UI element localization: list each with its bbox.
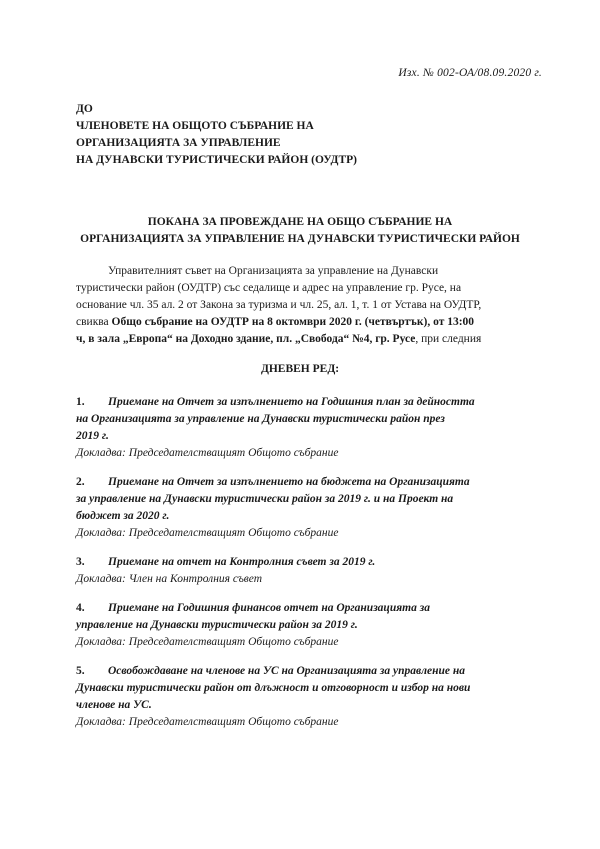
item-reporter: Докладва: Член на Контролния съвет — [76, 573, 263, 585]
intro-line — [76, 314, 536, 331]
document-title — [50, 214, 550, 248]
addressee-line: ДО — [76, 103, 93, 115]
item-text: Приемане на Отчет за изпълнението на бюджета на Организацията — [108, 476, 470, 488]
agenda-item — [76, 554, 536, 588]
item-line — [76, 600, 536, 617]
intro-line — [76, 331, 536, 348]
item-reporter: Докладва: Председателстващият Общото събрание — [76, 527, 339, 539]
agenda-item — [76, 394, 536, 462]
addressee-line: ОРГАНИЗАЦИЯТА ЗА УПРАВЛЕНИЕ — [76, 137, 281, 149]
agenda-item — [76, 663, 536, 731]
addressee-line: НА ДУНАВСКИ ТУРИСТИЧЕСКИ РАЙОН (ОУДТР) — [76, 154, 357, 166]
addressee-block — [76, 101, 357, 169]
item-line — [76, 394, 536, 411]
intro-text: свиква — [76, 316, 112, 328]
item-text: Дунавски туристически район от длъжност и отговорност и избор на нови — [76, 682, 471, 694]
item-text: Приемане на Годишния финансов отчет на Организацията за — [108, 602, 430, 614]
intro-emphasis: Общо събрание на ОУДТР на 8 октомври 2020 г. (четвъртък), от 13:00 — [111, 316, 475, 328]
item-number: 2. — [76, 476, 85, 488]
intro-text: , при следния — [415, 333, 482, 345]
reference-number: Изх. № 002-ОА/08.09.2020 г. — [398, 67, 542, 79]
item-text: Приемане на отчет на Контролния съвет за 2019 г. — [108, 556, 376, 568]
item-text: Освобождаване на членове на УС на Организацията за управление на — [108, 665, 466, 677]
item-text: управление на Дунавски туристически район за 2019 г. — [76, 619, 358, 631]
item-number: 5. — [76, 665, 85, 677]
item-reporter: Докладва: Председателстващият Общото събрание — [76, 636, 339, 648]
title-line: ПОКАНА ЗА ПРОВЕЖДАНЕ НА ОБЩО СЪБРАНИЕ НА — [147, 216, 453, 228]
intro-emphasis: ч, в зала „Европа“ на Доходно здание, пл. „Свобода“ №4, гр. Русе — [76, 333, 416, 345]
item-text: членове на УС. — [76, 699, 152, 711]
item-reporter: Докладва: Председателстващият Общото събрание — [76, 716, 339, 728]
item-reporter: Докладва: Председателстващият Общото събрание — [76, 447, 339, 459]
intro-line: основание чл. 35 ал. 2 от Закона за туризма и чл. 25, ал. 1, т. 1 от Устава на ОУДТР, — [76, 299, 482, 311]
item-text: Приемане на Отчет за изпълнението на Годишния план за дейността — [108, 396, 475, 408]
item-number: 1. — [76, 396, 85, 408]
agenda-title: ДНЕВЕН РЕД: — [260, 363, 340, 375]
item-line — [76, 474, 536, 491]
agenda-item — [76, 474, 536, 542]
item-number: 4. — [76, 602, 85, 614]
intro-paragraph — [76, 263, 536, 348]
agenda-item — [76, 600, 536, 651]
agenda-list — [76, 394, 536, 743]
item-line — [76, 663, 536, 680]
title-line: ОРГАНИЗАЦИЯТА ЗА УПРАВЛЕНИЕ НА ДУНАВСКИ ТУРИСТИЧЕСКИ РАЙОН — [80, 233, 520, 245]
item-text: бюджет за 2020 г. — [76, 510, 170, 522]
intro-line: Управителният съвет на Организацията за управление на Дунавски — [108, 265, 439, 277]
item-text: 2019 г. — [76, 430, 109, 442]
intro-line: туристически район (ОУДТР) със седалище и адрес на управление гр. Русе, на — [76, 282, 462, 294]
item-line — [76, 554, 536, 571]
item-text: на Организацията за управление на Дунавски туристически район през — [76, 413, 445, 425]
item-text: за управление на Дунавски туристически район за 2019 г. и на Проект на — [76, 493, 454, 505]
addressee-line: ЧЛЕНОВЕТЕ НА ОБЩОТО СЪБРАНИЕ НА — [76, 120, 314, 132]
item-number: 3. — [76, 556, 85, 568]
